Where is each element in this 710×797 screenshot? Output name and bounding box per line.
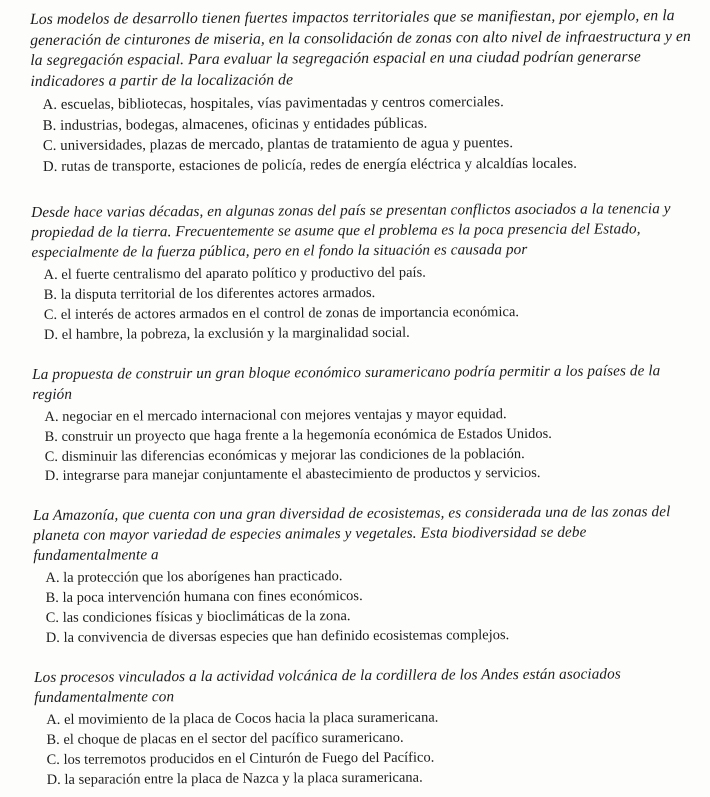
- option-item[interactable]: [45, 463, 699, 487]
- option-letter: C.: [43, 306, 58, 323]
- option-list: [33, 565, 699, 649]
- option-text: rutas de transporte, estaciones de policía, redes de energía eléctrica y alcaldías locales.: [61, 155, 578, 175]
- option-list: [34, 707, 700, 791]
- option-item[interactable]: [46, 625, 700, 649]
- option-letter: B.: [46, 731, 60, 748]
- option-letter: A.: [42, 97, 58, 114]
- option-letter: C.: [44, 448, 59, 465]
- option-list: [32, 404, 698, 488]
- question-block: [34, 664, 701, 791]
- option-text: el choque de placas en el sector del pacífico suramericano.: [63, 729, 404, 748]
- option-letter: D.: [45, 629, 60, 647]
- question-stem: Los modelos de desarrollo tienen fuertes impactos territoriales que se manifiestan, por ejemplo, en la generación de cinturones de miseria, en la consolidación de zonas con alto nivel de infraestructura y en la segregación espacial. Para evaluar la segregación espacial en una ciudad podrían generarse indicadores a partir de la localización de: [30, 7, 691, 90]
- option-text: el fuerte centralismo del aparato político y productivo del país.: [61, 264, 426, 283]
- option-text: el hambre, la pobreza, la exclusión y la marginalidad social.: [61, 324, 410, 343]
- option-text: el movimiento de la placa de Cocos hacia la placa suramericana.: [64, 709, 439, 728]
- option-letter: A.: [46, 711, 61, 729]
- option-letter: C.: [45, 610, 60, 627]
- option-text: la disputa territorial de los diferentes actores armados.: [60, 284, 376, 303]
- question-block: [30, 6, 697, 177]
- option-letter: D.: [46, 771, 61, 788]
- option-letter: D.: [44, 468, 59, 485]
- question-stem: La Amazonía, que cuenta con una gran diversidad de ecosistemas, es considerada una de las zonas del planeta con mayor variedad de especies animales y vegetales. Esta biodiversidad se debe fundamentalmente a: [33, 503, 671, 565]
- question-block: [33, 502, 700, 649]
- option-item[interactable]: [44, 322, 698, 346]
- option-list: [32, 262, 698, 346]
- option-text: la protección que los aborígenes han practicado.: [63, 568, 343, 587]
- option-text: construir un proyecto que haga frente a la hegemonía económica de Estados Unidos.: [61, 425, 552, 445]
- question-block: [32, 361, 699, 488]
- option-item[interactable]: [47, 767, 701, 791]
- question-stem: Desde hace varias décadas, en algunas zonas del país se presentan conflictos asociados a la tenencia y propiedad de la tierra. Frecuentemente se asume que el problema es la poca presencia del Estado, especialmente de la fuerza pública, pero en el fondo la situación es causada por: [31, 200, 671, 262]
- option-text: disminuir las diferencias económicas y mejorar las condiciones de la población.: [61, 445, 525, 465]
- scanned-text-block: [30, 6, 701, 791]
- option-text: la convivencia de diversas especies que han definido ecosistemas complejos.: [63, 627, 510, 646]
- option-text: la poca intervención humana con fines económicos.: [62, 588, 363, 607]
- question-stem: La propuesta de construir un gran bloque económico suramericano podría permitir a los países de la región: [32, 361, 661, 403]
- option-text: los terremotos producidos en el Cinturón de Fuego del Pacífico.: [63, 749, 435, 768]
- question-stem: Los procesos vinculados a la actividad volcánica de la cordillera de los Andes están asociados fundamentalmente con: [34, 665, 621, 707]
- option-text: la separación entre la placa de Nazca y la placa suramericana.: [64, 769, 423, 788]
- option-letter: D.: [43, 326, 59, 343]
- option-text: el interés de actores armados en el control de zonas de importancia económica.: [60, 303, 520, 323]
- option-letter: C.: [46, 751, 60, 768]
- option-letter: C.: [42, 137, 57, 155]
- option-letter: B.: [45, 590, 59, 607]
- option-letter: B.: [43, 286, 58, 303]
- option-text: las condiciones físicas y bioclimáticas de la zona.: [62, 608, 351, 627]
- option-letter: B.: [44, 428, 58, 445]
- option-text: escuelas, bibliotecas, hospitales, vías pavimentadas y centros comerciales.: [60, 94, 504, 114]
- option-text: industrias, bodegas, almacenes, oficinas y entidades públicas.: [60, 115, 428, 134]
- option-letter: A.: [43, 266, 58, 284]
- option-list: [31, 91, 697, 177]
- option-letter: A.: [44, 408, 59, 425]
- option-text: universidades, plazas de mercado, plantas de tratamiento de agua y puentes.: [60, 135, 514, 154]
- option-text: integrarse para manejar conjuntamente el abastecimiento de productos y servicios.: [62, 465, 541, 485]
- question-block: [31, 199, 698, 346]
- option-letter: A.: [45, 570, 60, 587]
- option-item[interactable]: [43, 152, 697, 176]
- option-letter: D.: [42, 158, 58, 175]
- option-letter: B.: [42, 117, 57, 134]
- option-text: negociar en el mercado internacional con mejores ventajas y mayor equidad.: [62, 405, 507, 425]
